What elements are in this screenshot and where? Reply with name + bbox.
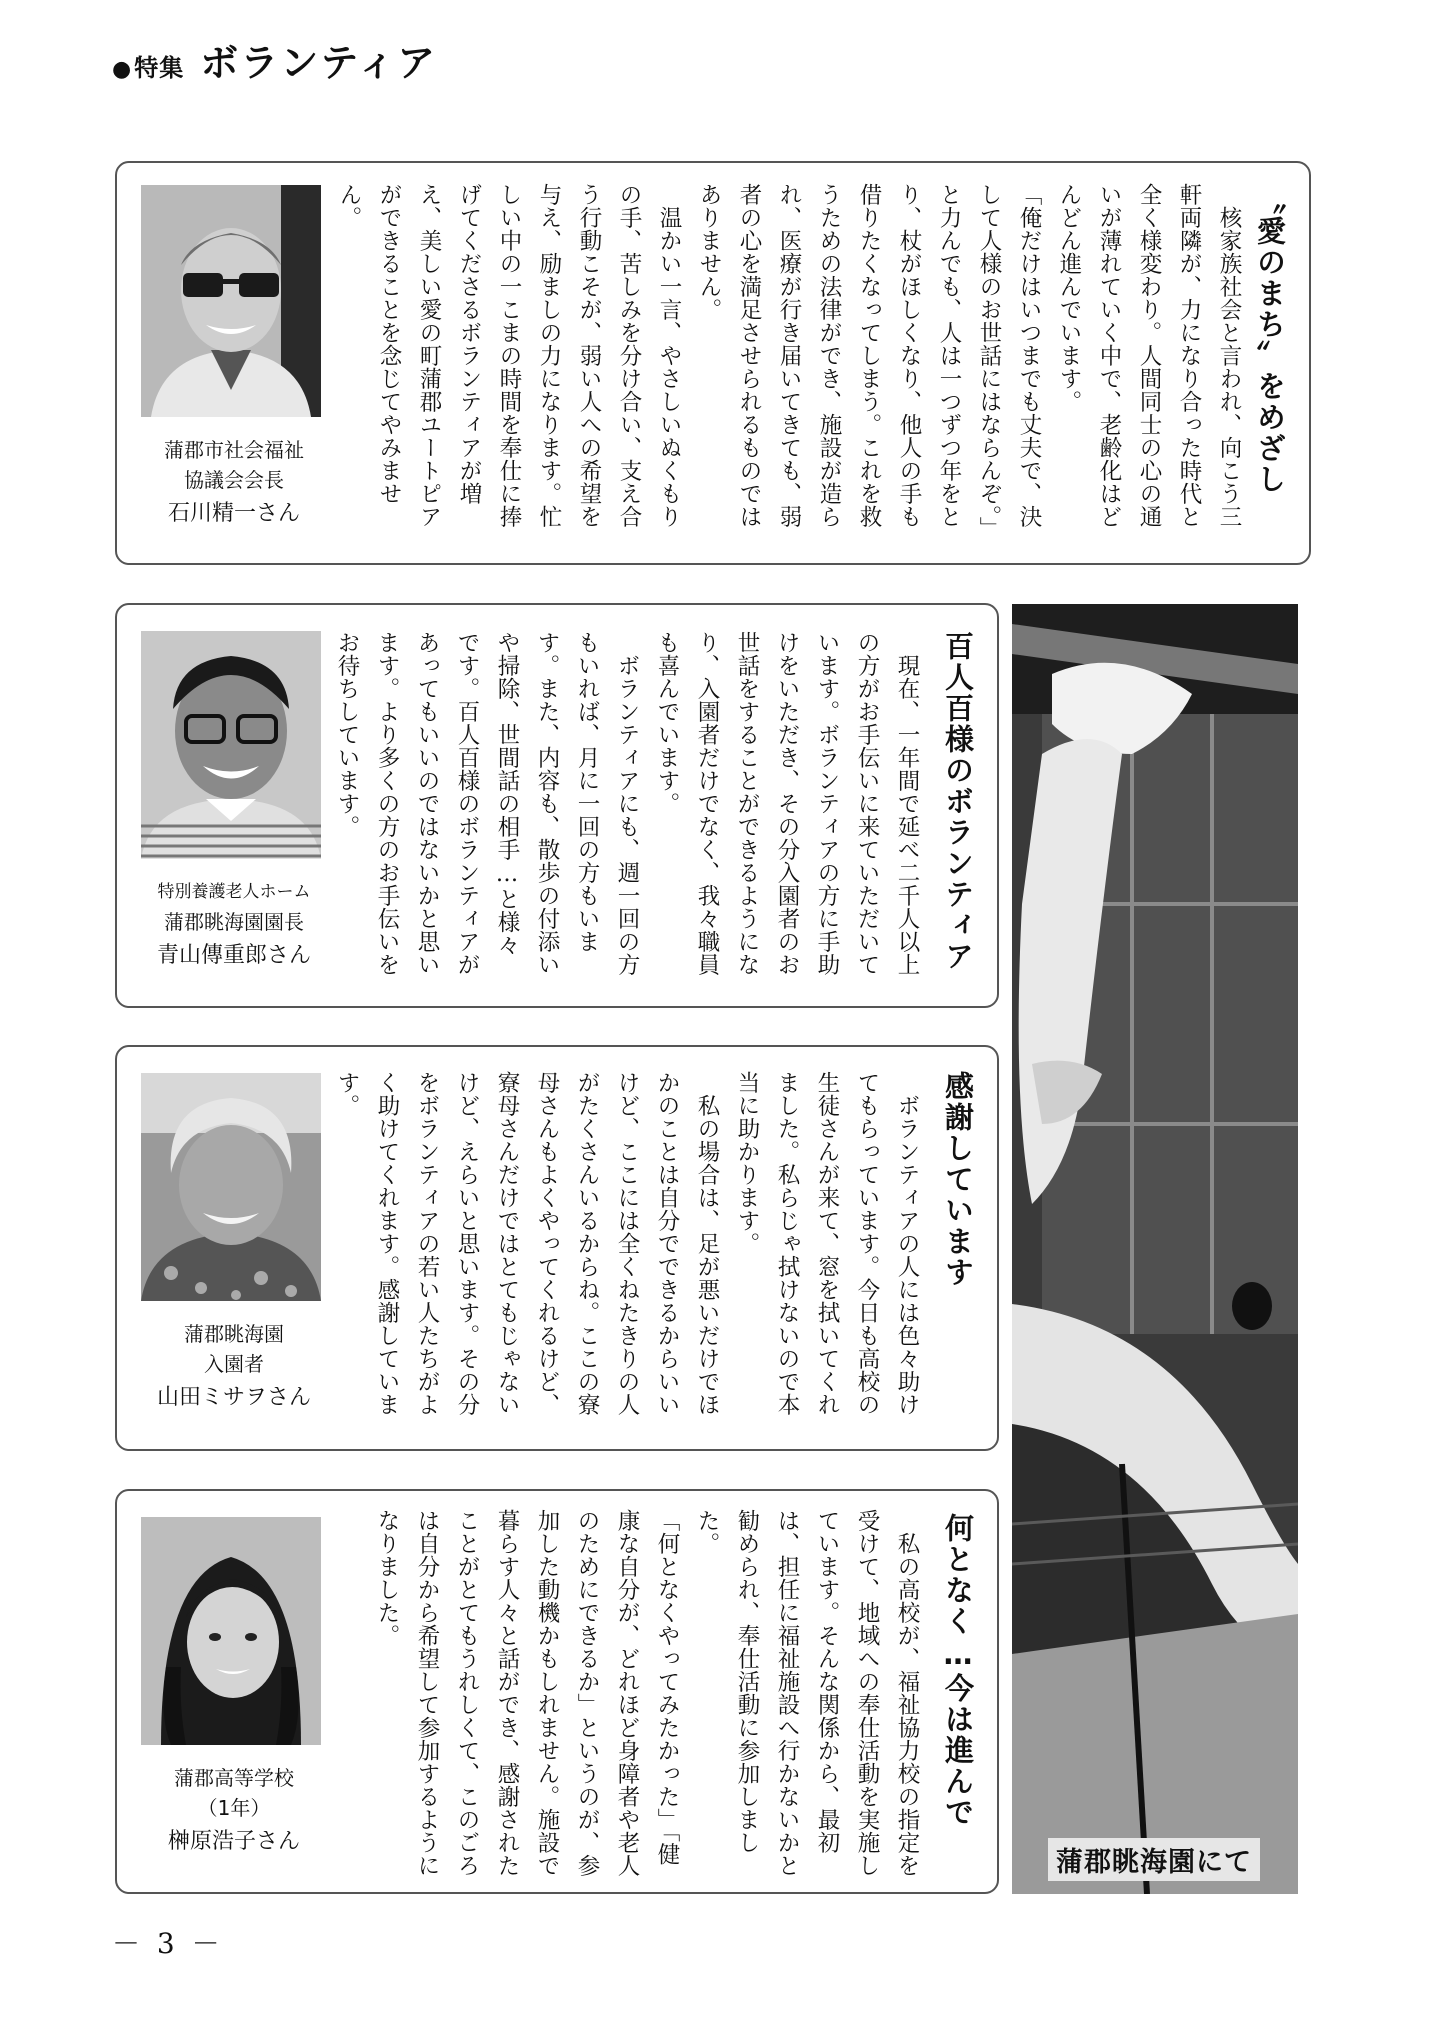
caption-line: 蒲郡眺海園	[184, 1322, 284, 1346]
caption-line: 蒲郡眺海園園長	[164, 910, 304, 934]
portrait-elderly-man-glasses	[141, 185, 321, 417]
section-title-3: 感謝しています	[941, 1071, 975, 1288]
feature-title: ボランティア	[200, 41, 438, 85]
caption-3	[117, 1319, 351, 1413]
caption-2	[117, 877, 351, 971]
portrait-photo-2	[141, 631, 321, 859]
section-title-2: 百人百様のボランティア	[941, 631, 975, 972]
volunteer-window-cleaning-photo	[1012, 604, 1298, 1894]
caption-line: 蒲郡市社会福祉	[164, 438, 304, 462]
section-title-1: 〝愛のまち〟をめざし	[1253, 185, 1287, 495]
portrait-elderly-woman	[141, 1073, 321, 1301]
photo-arm-wiping-window	[1012, 604, 1298, 1894]
article-box-2	[115, 603, 999, 1008]
photo-caption: 蒲郡眺海園にて	[1048, 1838, 1260, 1881]
caption-line: 特別養護老人ホーム	[157, 882, 311, 902]
article-body-4: 私の高校が、福祉協力校の指定を受けて、地域への奉仕活動を実施しています。そんな関係から、最初は、担任に福祉施設へ行かないかと勧められ、奉仕活動に参加しました。 「何となくやってみたかった」「健康な自分が、どれほど身障者や老人のためにできるか」というのが、参加した動機かもしれません。施設で暮らす人々と話ができ、感謝されたことがとてもうれしくて、このごろは自分から希望して参加するようになりました。	[374, 1509, 920, 1877]
portrait-photo-4	[141, 1517, 321, 1745]
article-box-1	[115, 161, 1311, 565]
article-box-4	[115, 1489, 999, 1894]
person-name: 榊原浩子さん	[167, 1829, 300, 1854]
article-body-1: 核家族社会と言われ、向こう三軒両隣が、力になり合った時代と全く様変わり。人間同士の心の通いが薄れていく中で、老齢化はどんどん進んでいます。 「俺だけはいつまでも丈夫で、決して人様のお世話にはならんぞ。」と力んでも、人は一つずつ年をとり、杖がほしくなり、他人の手も借りたくなってしまう。これを救うための法律ができ、施設が造られ、医療が行き届いてきても、弱者の心を満足させられるものではありません。 温かい一言、やさしいぬくもりの手、苦しみを分け合い、支え合う行動こそが、弱い人への希望を与え、励ましの力になります。忙しい中の一こまの時間を奉仕に捧げてくださるボランティアが増え、美しい愛の町蒲郡ユートピアができることを念じてやみません。	[336, 183, 1242, 540]
portrait-student-girl	[141, 1517, 321, 1745]
bullet-icon: ●	[112, 57, 133, 82]
person-name: 石川精一さん	[167, 501, 300, 526]
caption-line: 蒲郡高等学校	[174, 1766, 294, 1790]
article-body-2: 現在、一年間で延べ二千人以上の方がお手伝いに来ていただいています。ボランティアの方に手助けをいただき、その分入園者のお世話をすることができるようになり、入園者だけでなく、我々職員も喜んでいます。 ボランティアにも、週一回の方もいれば、月に一回の方もいます。また、内容も、散歩の付添いや掃除、世間話の相手…と様々です。百人百様のボランティアがあってもいいのではないかと思います。より多くの方のお手伝いをお待ちしています。	[334, 631, 920, 976]
article-body-3: ボランティアの人には色々助けてもらっています。今日も高校の生徒さんが来て、窓を拭いてくれました。私らじゃ拭けないので本当に助かります。 私の場合は、足が悪いだけでほかのことは自分でできるからいいけど、ここには全くねたきりの人がたくさんいるからね。ここの寮母さんもよくやってくれるけど、寮母さんだけではとてもじゃないけど、えらいと思います。その分をボランティアの若い人たちがよく助けてくれます。感謝しています。	[334, 1071, 920, 1416]
feature-tag-label: 特集	[134, 54, 185, 82]
page-number: － 3 －	[112, 1927, 224, 1960]
caption-4	[117, 1763, 351, 1857]
section-title-4: 何となく…今は進んで	[941, 1513, 975, 1828]
page-header	[112, 32, 437, 88]
portrait-photo-1	[141, 185, 321, 417]
portrait-photo-3	[141, 1073, 321, 1301]
feature-tag	[112, 48, 184, 83]
caption-1	[117, 435, 351, 529]
person-name: 山田ミサヲさん	[156, 1385, 311, 1410]
caption-line: 協議会会長	[184, 468, 284, 492]
caption-line: （1年）	[197, 1796, 271, 1820]
portrait-man-glasses-smiling	[141, 631, 321, 859]
person-name: 青山傳重郎さん	[156, 943, 311, 968]
article-box-3	[115, 1045, 999, 1451]
caption-line: 入園者	[204, 1352, 264, 1376]
